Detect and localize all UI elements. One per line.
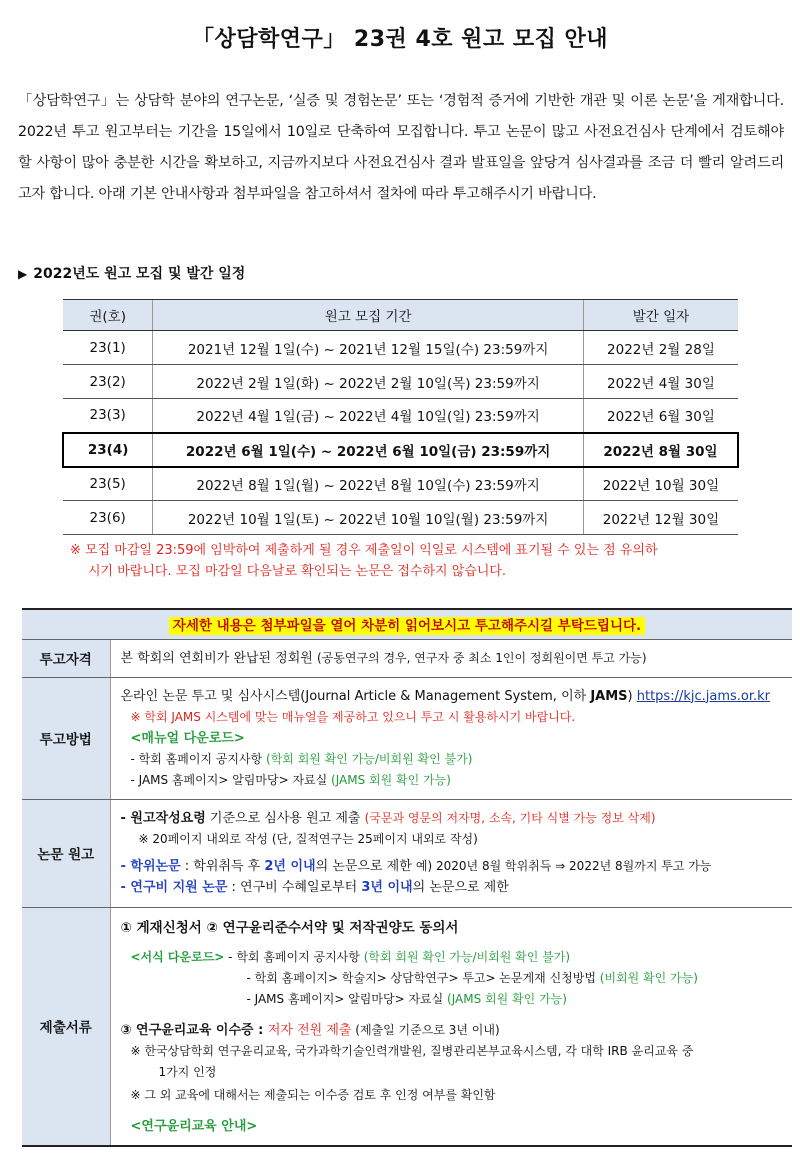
method-item: [121, 749, 785, 770]
method-manual-note: ※ 학회 JAMS 시스템에 맞는 매뉴얼을 제공하고 있으니 투고 시 활용하시기 바랍니다.: [130, 709, 576, 724]
volume-cell: 23(2): [63, 365, 153, 399]
form-item-text: - 학회 홈페이지> 학술지> 상담학연구> 투고> 논문게재 신청방법: [246, 970, 600, 985]
publication-cell: 2022년 4월 30일: [583, 365, 738, 399]
period-cell: 2022년 6월 1일(수) ~ 2022년 6월 10일(금) 23:59까지: [153, 433, 584, 467]
ethics-heading: ③ 연구윤리교육 이수증 :: [120, 1022, 268, 1038]
thesis-example: 예) 2020년 8월 학위취득 ⇒ 2022년 8월까지 투고 가능: [415, 859, 712, 873]
method-row: [22, 677, 792, 799]
thesis-text: : 학위취득 후: [180, 859, 265, 874]
method-item-access: (학회 회원 확인 가능/비회원 확인 불가): [266, 751, 473, 766]
schedule-heading-text: 2022년도 원고 모집 및 발간 일정: [33, 266, 246, 282]
manuscript-guideline: - 원고작성요령: [120, 811, 206, 826]
manuscript-label: 논문 원고: [22, 799, 110, 907]
form-item-access: (학회 회원 확인 가능/비회원 확인 불가): [363, 949, 571, 964]
column-header-publication: 발간 일자: [583, 300, 738, 331]
table-row: [63, 501, 738, 535]
method-value: [110, 677, 792, 799]
form-item-access: (JAMS 회원 확인 가능): [447, 991, 567, 1006]
table-row: [63, 365, 738, 399]
funded-text-end: 의 논문으로 제한: [412, 880, 509, 895]
documents-row: [22, 907, 792, 1146]
ethics-period: (제출일 기준으로 3년 이내): [351, 1022, 500, 1037]
thesis-label: - 학위논문: [120, 859, 181, 874]
column-header-volume: 권(호): [63, 300, 153, 331]
triangle-bullet-icon: ▶: [18, 267, 28, 281]
manuscript-page-note: ※ 20페이지 내외로 작성 (단, 질적연구는 25페이지 내외로 작성): [138, 832, 478, 846]
manuscript-row: [22, 799, 792, 907]
table-row-highlighted: [63, 433, 738, 467]
publication-cell: 2022년 12월 30일: [583, 501, 738, 535]
schedule-header-row: [63, 300, 738, 331]
ethics-note: ※ 그 외 교육에 대해서는 제출되는 이수증 검토 후 인정 여부를 확인함: [130, 1087, 496, 1102]
info-header: [22, 609, 792, 639]
funded-label: - 연구비 지원 논문: [120, 880, 228, 895]
form-item-text: - JAMS 홈페이지> 알림마당> 자료실: [246, 991, 448, 1006]
form-download-link[interactable]: <서식 다운로드>: [130, 949, 225, 964]
manuscript-text: 기준으로 심사용 원고 제출: [205, 811, 365, 826]
manual-download-link[interactable]: <매뉴얼 다운로드>: [130, 730, 245, 746]
info-table: [22, 608, 792, 1147]
column-header-period: 원고 모집 기간: [153, 300, 584, 331]
qualification-value: [110, 639, 792, 677]
ethics-requirement: 저자 전원 제출: [267, 1022, 352, 1038]
manuscript-value: [110, 799, 792, 907]
period-cell: 2022년 2월 1일(화) ~ 2022년 2월 10일(목) 23:59까지: [153, 365, 584, 399]
volume-cell: 23(5): [63, 467, 153, 501]
volume-cell: 23(1): [63, 331, 153, 365]
form-item: [121, 968, 785, 989]
volume-cell: 23(3): [63, 399, 153, 433]
publication-cell: 2022년 6월 30일: [583, 399, 738, 433]
period-cell: 2022년 10월 1일(토) ~ 2022년 10월 10일(월) 23:59까지: [153, 501, 584, 535]
table-row: [63, 467, 738, 501]
manuscript-anonymize-note: (국문과 영문의 저자명, 소속, 기타 식별 가능 정보 삭제): [364, 811, 656, 825]
schedule-table: [62, 299, 739, 535]
period-cell: 2021년 12월 1일(수) ~ 2021년 12월 15일(수) 23:59까지: [153, 331, 584, 365]
deadline-note-line: ※ 모집 마감일 23:59에 임박하여 제출하게 될 경우 제출일이 익일로 시스템에 표기될 수 있는 점 유의하: [70, 543, 658, 558]
funded-text: : 연구비 수혜일로부터: [227, 880, 362, 895]
method-item-text: - JAMS 홈페이지> 알림마당> 자료실: [130, 772, 332, 787]
publication-cell: 2022년 2월 28일: [583, 331, 738, 365]
deadline-note: [70, 540, 750, 582]
method-system-text: 온라인 논문 투고 및 심사시스템(Journal Article & Management System, 이하: [120, 688, 591, 704]
volume-cell: 23(4): [63, 433, 153, 467]
jams-link[interactable]: https://kjc.jams.or.kr: [636, 688, 771, 704]
form-item-access: (비회원 확인 가능): [599, 970, 698, 985]
publication-cell: 2022년 10월 30일: [583, 467, 738, 501]
table-row: [63, 331, 738, 365]
period-cell: 2022년 8월 1일(월) ~ 2022년 8월 10일(수) 23:59까지: [153, 467, 584, 501]
method-item-text: - 학회 홈페이지 공지사항: [130, 751, 267, 766]
ethics-note: ※ 한국상담학회 연구윤리교육, 국가과학기술인력개발원, 질병관리본부교육시스템, 각 대학 IRB 윤리교육 중: [130, 1043, 694, 1058]
volume-cell: 23(6): [63, 501, 153, 535]
jams-text: JAMS: [590, 688, 628, 704]
documents-label: 제출서류: [22, 907, 110, 1146]
intro-paragraph: 「상담학연구」는 상담학 분야의 연구논문, ‘실증 및 경험논문’ 또는 ‘경험적 증거에 기반한 개관 및 이론 논문’을 게재합니다. 2022년 투고 원고부터는 기간을 15일에서 10일로 단축하여 모집합니다. 투고 논문이 많고 사전요건심사 단계에서 검토해야 할 사항이 많아 충분한 시간을 확보하고, 지금까지보다 사전요건심사 결과 발표일을 앞당겨 심사결과를 조금 더 빨리 알려드리고자 합니다. 아래 기본 안내사항과 첨부파일을 참고하셔서 절차에 따라 투고해주시기 바랍니다.: [18, 93, 784, 202]
method-paren-close: ): [627, 688, 633, 704]
page-title: 「상담학연구」 23권 4호 원고 모집 안내: [192, 27, 608, 52]
documents-heading: ① 게재신청서 ② 연구윤리준수서약 및 저작권양도 동의서: [120, 919, 459, 936]
thesis-text-end: 의 논문으로 제한: [315, 859, 416, 874]
qualification-label: 투고자격: [22, 639, 110, 677]
method-item-access: (JAMS 회원 확인 가능): [331, 772, 451, 787]
publication-cell: 2022년 8월 30일: [583, 433, 738, 467]
info-header-text: 자세한 내용은 첨부파일을 열어 차분히 읽어보시고 투고해주시길 부탁드립니다.: [169, 617, 645, 635]
form-item: [121, 989, 785, 1010]
thesis-limit: 2년 이내: [264, 859, 316, 874]
schedule-heading: [18, 263, 245, 283]
method-item: [121, 770, 785, 791]
table-row: [63, 399, 738, 433]
ethics-info-link[interactable]: <연구윤리교육 안내>: [130, 1118, 258, 1134]
ethics-note-cont: 1가지 인정: [158, 1064, 217, 1079]
qualification-row: [22, 639, 792, 677]
qualification-text: 본 학회의 연회비가 완납된 정회원: [120, 650, 313, 666]
funded-limit: 3년 이내: [361, 880, 413, 895]
qualification-note: (공동연구의 경우, 연구자 중 최소 1인이 정회원이면 투고 가능): [316, 650, 647, 665]
deadline-note-line: 시기 바랍니다. 모집 마감일 다음날로 확인되는 논문은 접수하지 않습니다.: [88, 564, 507, 579]
documents-value: [110, 907, 792, 1146]
period-cell: 2022년 4월 1일(금) ~ 2022년 4월 10일(일) 23:59까지: [153, 399, 584, 433]
method-label: 투고방법: [22, 677, 110, 799]
form-item-text: - 학회 홈페이지 공지사항: [228, 949, 364, 964]
